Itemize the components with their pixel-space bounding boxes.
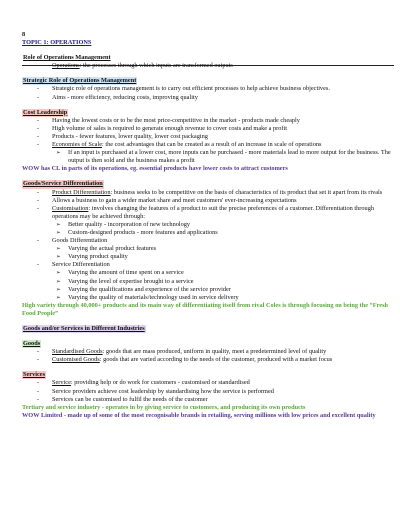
- term-service: Service: [52, 379, 71, 387]
- strategic-list: [22, 85, 394, 101]
- list-item: [22, 62, 394, 70]
- sub-list-item: ➢ Better quality - incorporation of new technology: [22, 221, 394, 229]
- tertiary-note: Tertiary and service industry - operates in by giving service to customers, and producing its own products: [22, 403, 306, 411]
- list-item: [22, 356, 394, 364]
- term-operations: Operations: [52, 62, 80, 70]
- section-heading-cost-leadership: Cost Leadership: [23, 108, 68, 116]
- sub-list-item: ➢ Varying product quality: [22, 253, 394, 261]
- list-item: [22, 189, 394, 197]
- page-number: 8: [22, 31, 26, 38]
- list-item: [22, 205, 394, 221]
- section-cost-leadership: [22, 109, 394, 174]
- wow-limited-note: WOW Limited - made up of some of the most recognisable brands in retailing, serving millions with low prices and excellent quality: [22, 411, 376, 419]
- cost-list: [22, 117, 394, 166]
- definition-text: : goods that are mass produced, uniform in quality, meet a predetermined level of quality: [102, 348, 327, 356]
- section-differentiation: [22, 180, 394, 318]
- definition-text: : providing help or do work for customers - customised or standardised: [70, 379, 250, 387]
- section-heading-differentiation: Goods/Service Differentiation: [23, 180, 103, 188]
- list-item: - Having the lowest costs or to be the most price-competitive in the market - products made cheaply: [22, 117, 394, 125]
- section-heading-role: Role of Operations Management: [23, 54, 111, 62]
- sub-list-item: ➢ If an input is purchased at a lower cost, more inputs can be purchased - more materials lead to more output for the business. The output is then sold and the business makes a profit: [22, 149, 394, 165]
- sub-list-item: ➢ Varying the amount of time spent on a service: [22, 269, 394, 277]
- section-goods: [22, 340, 394, 364]
- list-item: - Aims - more efficiency, reducing costs, improving quality: [22, 94, 394, 102]
- section-role: [22, 54, 394, 70]
- term-product-differentiation: Product Differentiation: [52, 188, 111, 196]
- list-item: - Strategic role of operations management is to carry out efficient processes to help achieve business objectives.: [22, 85, 394, 93]
- section-heading-goods: Goods: [23, 340, 41, 348]
- list-item: - Services can be customised to fulfil the needs of the customer: [22, 396, 394, 404]
- list-item: - Service providers achieve cost leadership by standardising how the service is performed: [22, 388, 394, 396]
- section-heading-strategic: Strategic Role of Operations Management: [23, 77, 137, 85]
- list-item: [22, 379, 394, 387]
- term-economies-of-scale: Economies of Scale: [52, 141, 103, 149]
- role-list: [22, 62, 394, 70]
- section-heading-goods-services: Goods and/or Services in Different Industries: [23, 325, 145, 332]
- document-page: [22, 31, 394, 420]
- section-services: [22, 371, 394, 420]
- differentiation-note: High variety through 40,000+ products and its main way of differentiating itself from rival Coles is through focusing on being the “Fresh Food People”: [22, 301, 389, 317]
- section-heading-services: Services: [23, 371, 46, 379]
- definition-text: : the processes through which inputs are transformed outputs: [79, 62, 233, 70]
- wow-example-note: WOW has CL in parts of its operations, eg. essential products have lower costs to attract customers: [22, 165, 288, 173]
- list-item: - Products - fewer features, lower quality, lower cost packaging: [22, 133, 394, 141]
- sub-list-item: ➢ Varying the actual product features: [22, 245, 394, 253]
- sub-list-item: ➢ Varying the level of expertise brought to a service: [22, 278, 394, 286]
- definition-text: : the cost advantages that can be created as a result of an increase in scale of operations: [102, 141, 322, 149]
- definition-text: : goods that are varied according to the needs of the customer, produced with a market focus: [99, 356, 333, 364]
- list-item: - Allows a business to gain a wider market share and meet customers' ever-increasing expectations: [22, 197, 394, 205]
- term-customisation: Customisation: [52, 204, 89, 212]
- sub-list-item: ➢ Custom-designed products - more features and applications: [22, 229, 394, 237]
- term-standardised-goods: Standardised Goods: [52, 348, 103, 356]
- sub-list-item: ➢ Varying the quality of materials/technology used in service delivery: [22, 294, 394, 302]
- list-item: [22, 348, 394, 356]
- sub-list-item: ➢ Varying the qualifications and experience of the service provider: [22, 286, 394, 294]
- services-list: [22, 379, 394, 403]
- list-item: - Goods Differentiation: [22, 237, 394, 245]
- list-item: - High volume of sales is required to generate enough revenue to cover costs and make a profit: [22, 125, 394, 133]
- section-strategic: [22, 77, 394, 101]
- definition-text: : involves changing the features of a product to suit the precise preferences of a customer. Differentiation through operations may be achieved through:: [52, 204, 374, 220]
- topic-title: TOPIC 1: OPERATIONS: [22, 39, 92, 47]
- differentiation-list: [22, 189, 394, 302]
- list-item: [22, 141, 394, 149]
- section-goods-services: [22, 325, 394, 333]
- list-item: - Service Differentiation: [22, 261, 394, 269]
- goods-list: [22, 348, 394, 364]
- term-customised-goods: Customised Goods: [52, 356, 100, 364]
- definition-text: : business seeks to be competitive on the basis of characteristics of its product that set it apart from its rivals: [110, 188, 383, 196]
